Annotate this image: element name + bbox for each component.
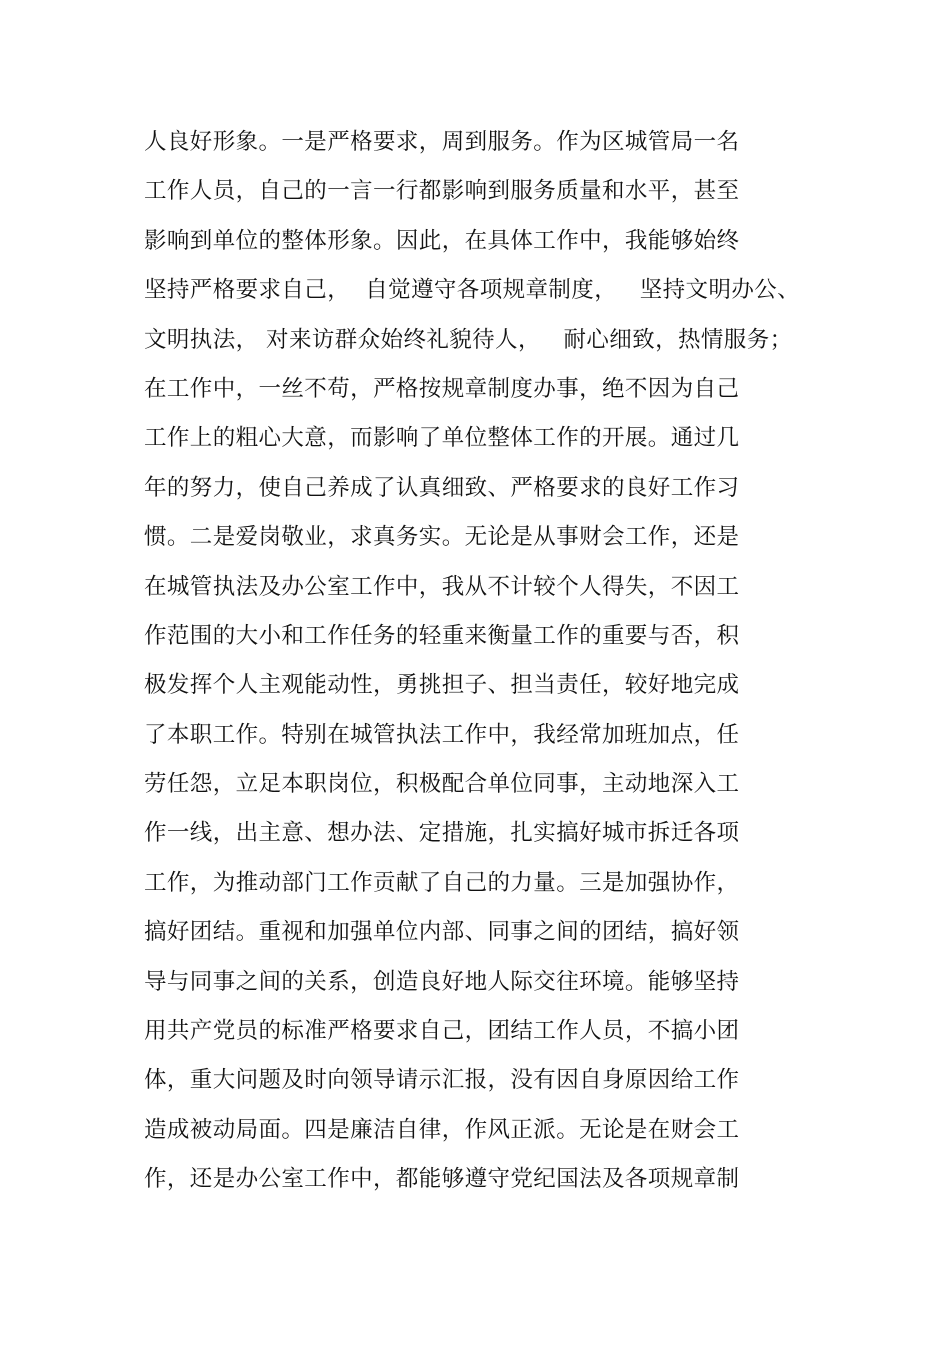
text-line: 造成被动局面。四是廉洁自律，作风正派。无论是在财会工: [144, 1116, 740, 1143]
text-line: 工作人员，自己的一言一行都影响到服务质量和水平，甚至: [144, 178, 740, 205]
text-line: 作，还是办公室工作中，都能够遵守党纪国法及各项规章制: [144, 1166, 740, 1193]
text-line: 影响到单位的整体形象。因此，在具体工作中，我能够始终: [144, 227, 740, 254]
text-line: 工作上的粗心大意，而影响了单位整体工作的开展。通过几: [144, 425, 740, 452]
text-line: 惯。二是爱岗敬业，求真务实。无论是从事财会工作，还是: [144, 524, 740, 551]
text-line: 搞好团结。重视和加强单位内部、同事之间的团结，搞好领: [144, 919, 740, 946]
text-line: 作一线，出主意、想办法、定措施，扎实搞好城市拆迁各项: [144, 820, 740, 847]
text-line: 体，重大问题及时向领导请示汇报，没有因自身原因给工作: [144, 1067, 740, 1094]
text-line: 在城管执法及办公室工作中，我从不计较个人得失，不因工: [144, 573, 740, 600]
text-line: 导与同事之间的关系，创造良好地人际交往环境。能够坚持: [144, 968, 740, 995]
text-line: 作范围的大小和工作任务的轻重来衡量工作的重要与否，积: [144, 622, 740, 649]
body-text: [144, 122, 804, 1209]
text-line: 工作，为推动部门工作贡献了自己的力量。三是加强协作，: [144, 869, 740, 896]
text-line: 劳任怨，立足本职岗位，积极配合单位同事，主动地深入工: [144, 771, 740, 798]
text-line: 文明执法， 对来访群众始终礼貌待人， 耐心细致，热情服务；: [144, 326, 793, 353]
text-line: 人良好形象。一是严格要求，周到服务。作为区城管局一名: [144, 129, 740, 155]
text-line: 年的努力，使自己养成了认真细致、严格要求的良好工作习: [144, 474, 740, 501]
text-line: 在工作中，一丝不苟，严格按规章制度办事，绝不因为自己: [144, 375, 740, 402]
text-line: 了本职工作。特别在城管执法工作中，我经常加班加点，任: [144, 721, 740, 748]
text-line: 极发挥个人主观能动性，勇挑担子、担当责任，较好地完成: [144, 672, 740, 699]
text-line: 坚持严格要求自己， 自觉遵守各项规章制度， 坚持文明办公、: [144, 277, 801, 304]
text-line: 用共产党员的标准严格要求自己，团结工作人员，不搞小团: [144, 1018, 740, 1045]
